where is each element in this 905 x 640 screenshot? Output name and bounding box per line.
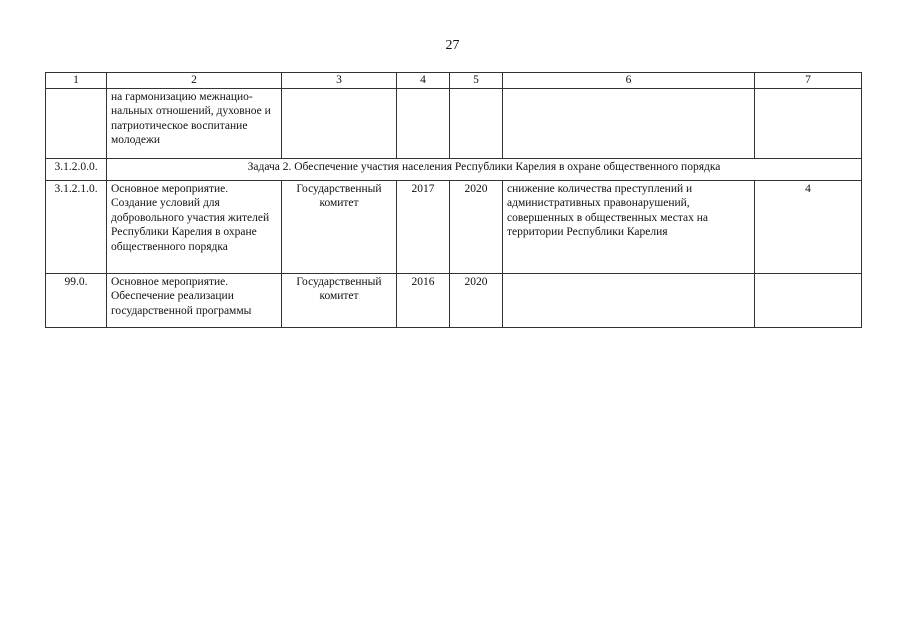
cell-start: 2016 (397, 273, 450, 327)
table-row-continuation (46, 88, 862, 158)
table-row (46, 273, 862, 327)
program-table (45, 72, 862, 328)
cell-start: 2017 (397, 180, 450, 273)
header-cell-3: 3 (282, 73, 397, 89)
cell-indicator (755, 273, 862, 327)
cell-result (503, 88, 755, 158)
page-number: 27 (445, 38, 460, 53)
cell-result: снижение количества преступлений и административных правонарушений, совершенных в общественных местах на территории Республики Карелия (503, 180, 755, 273)
cell-indicator: 4 (755, 180, 862, 273)
header-cell-1: 1 (46, 73, 107, 89)
cell-name: Основное мероприятие. Создание условий для добровольного участия жителей Республики Карелия в охране общественного порядка (107, 180, 282, 273)
table-row-task (46, 158, 862, 180)
header-cell-7: 7 (755, 73, 862, 89)
header-cell-5: 5 (450, 73, 503, 89)
cell-code: 3.1.2.1.0. (46, 180, 107, 273)
cell-code (46, 88, 107, 158)
cell-executor: Государственный комитет (282, 180, 397, 273)
table-header-row (46, 73, 862, 89)
cell-name: Основное мероприятие. Обеспечение реализации государственной программы (107, 273, 282, 327)
cell-end: 2020 (450, 273, 503, 327)
header-cell-4: 4 (397, 73, 450, 89)
cell-indicator (755, 88, 862, 158)
cell-result (503, 273, 755, 327)
cell-end: 2020 (450, 180, 503, 273)
cell-code: 3.1.2.0.0. (46, 158, 107, 180)
cell-name: на гармонизацию межнацио-нальных отношений, духовное и патриотическое воспитание молодежи (107, 88, 282, 158)
cell-executor (282, 88, 397, 158)
header-cell-6: 6 (503, 73, 755, 89)
cell-code: 99.0. (46, 273, 107, 327)
cell-start (397, 88, 450, 158)
cell-end (450, 88, 503, 158)
table-row (46, 180, 862, 273)
cell-executor: Государственный комитет (282, 273, 397, 327)
task-title: Задача 2. Обеспечение участия населения Республики Карелия в охране общественного порядка (107, 158, 862, 180)
header-cell-2: 2 (107, 73, 282, 89)
